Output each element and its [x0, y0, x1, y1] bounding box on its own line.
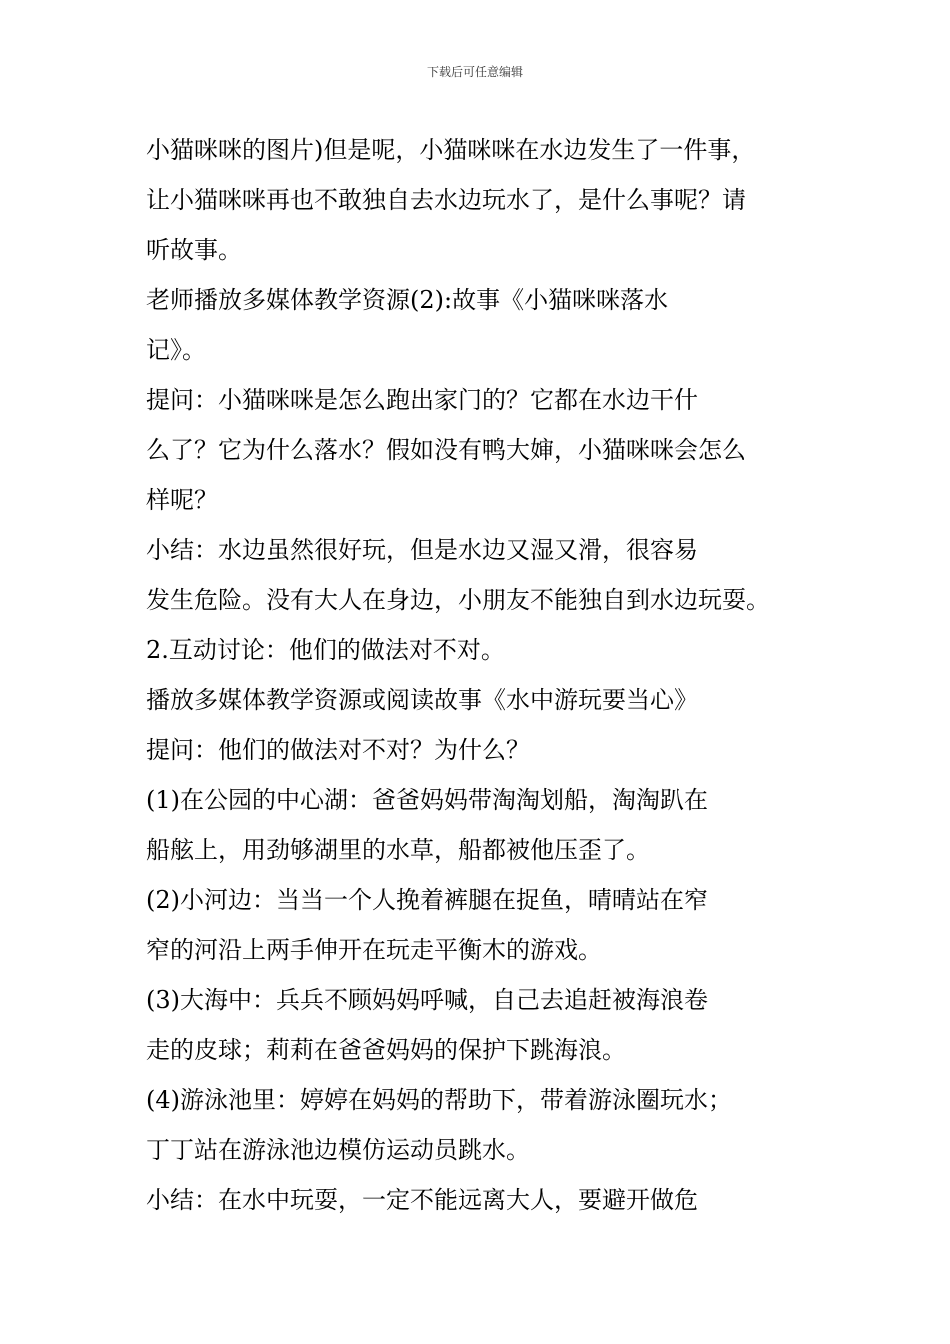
page-header: 下载后可任意编辑: [426, 65, 523, 79]
paragraph-item-3: (3)大海中：兵兵不顾妈妈呼喊，自己去追赶被海浪卷 走的皮球；莉莉在爸爸妈妈的保护下跳海浪。: [146, 986, 708, 1064]
paragraph-summary-2: 小结：在水中玩耍，一定不能远离大人，要避开做危: [146, 1186, 698, 1214]
paragraph-item-4: (4)游泳池里：婷婷在妈妈的帮助下，带着游泳圈玩水； 丁丁站在游泳池边模仿运动员跳水。: [146, 1086, 732, 1164]
paragraph-question-1: 提问：小猫咪咪是怎么跑出家门的？它都在水边干什 么了？它为什么落水？假如没有鸭大婶，小猫咪咪会怎么 样呢？: [146, 386, 746, 514]
paragraph-item-2: (2)小河边：当当一个人挽着裤腿在捉鱼，晴晴站在窄 窄的河沿上两手伸开在玩走平衡木的游戏。: [146, 886, 708, 964]
document-body: [146, 125, 808, 1225]
paragraph-item-1: (1)在公园的中心湖：爸爸妈妈带淘淘划船，淘淘趴在 船舷上，用劲够湖里的水草，船都被他压歪了。: [146, 786, 708, 864]
paragraph-play-resource: 播放多媒体教学资源或阅读故事《水中游玩要当心》 提问：他们的做法对不对？为什么？: [146, 686, 698, 764]
paragraph-intro: 小猫咪咪的图片)但是呢，小猫咪咪在水边发生了一件事， 让小猫咪咪再也不敢独自去水边玩水了，是什么事呢？请 听故事。: [146, 136, 756, 264]
paragraph-play-story: 老师播放多媒体教学资源(2):故事《小猫咪咪落水 记》。: [146, 286, 669, 364]
paragraph-summary-1: 小结：水边虽然很好玩，但是水边又湿又滑，很容易 发生危险。没有大人在身边，小朋友不能独自到水边玩耍。: [146, 536, 770, 614]
paragraph-section-2: 2.互动讨论：他们的做法对不对。: [146, 636, 505, 664]
